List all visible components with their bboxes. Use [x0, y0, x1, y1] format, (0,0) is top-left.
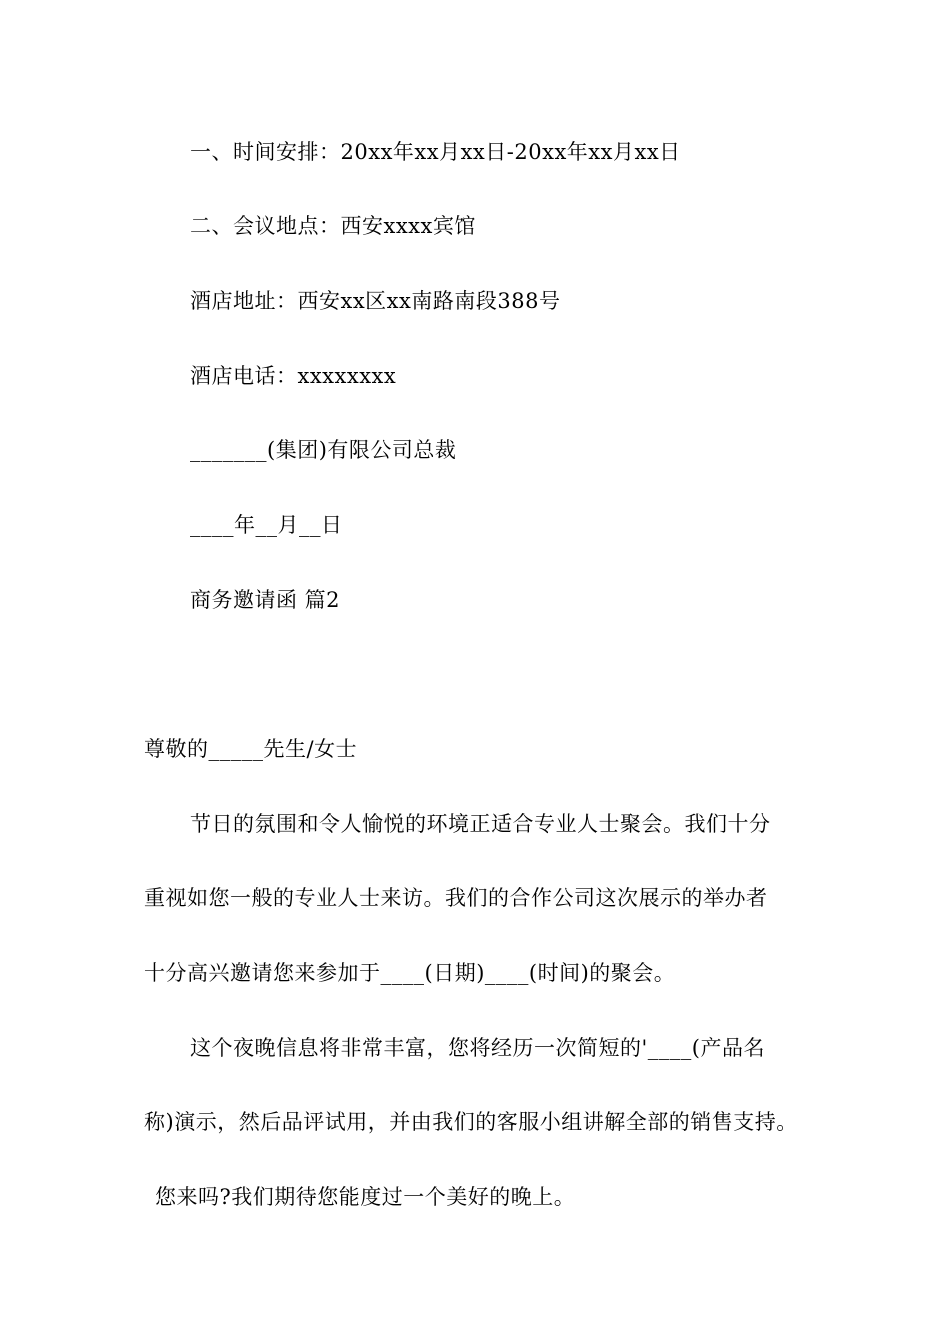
hotel-address-line: 酒店地址：西安xx区xx南路南段388号: [190, 289, 561, 313]
paragraph-2-line-1: 这个夜晚信息将非常丰富，您将经历一次简短的'____(产品名: [190, 1036, 765, 1060]
section-heading: 商务邀请函 篇2: [190, 588, 341, 612]
hotel-phone-line: 酒店电话：xxxxxxxx: [190, 364, 397, 388]
paragraph-1-line-2: 重视如您一般的专业人士来访。我们的合作公司这次展示的举办者: [144, 886, 768, 910]
paragraph-1-line-1: 节日的氛围和令人愉悦的环境正适合专业人士聚会。我们十分: [190, 812, 771, 836]
venue-line: 二、会议地点：西安xxxx宾馆: [190, 214, 476, 238]
paragraph-2-line-2: 称)演示，然后品评试用，并由我们的客服小组讲解全部的销售支持。: [144, 1110, 798, 1134]
schedule-line: 一、时间安排：20xx年xx月xx日-20xx年xx月xx日: [190, 140, 681, 164]
paragraph-1-line-3: 十分高兴邀请您来参加于____(日期)____(时间)的聚会。: [144, 961, 676, 985]
signature-company-line: _______(集团)有限公司总裁: [190, 438, 457, 462]
salutation-line: 尊敬的_____先生/女士: [144, 737, 358, 761]
paragraph-3-line-1: 您来吗?我们期待您能度过一个美好的晚上。: [155, 1185, 576, 1209]
date-line: ____年__月__日: [190, 513, 343, 537]
